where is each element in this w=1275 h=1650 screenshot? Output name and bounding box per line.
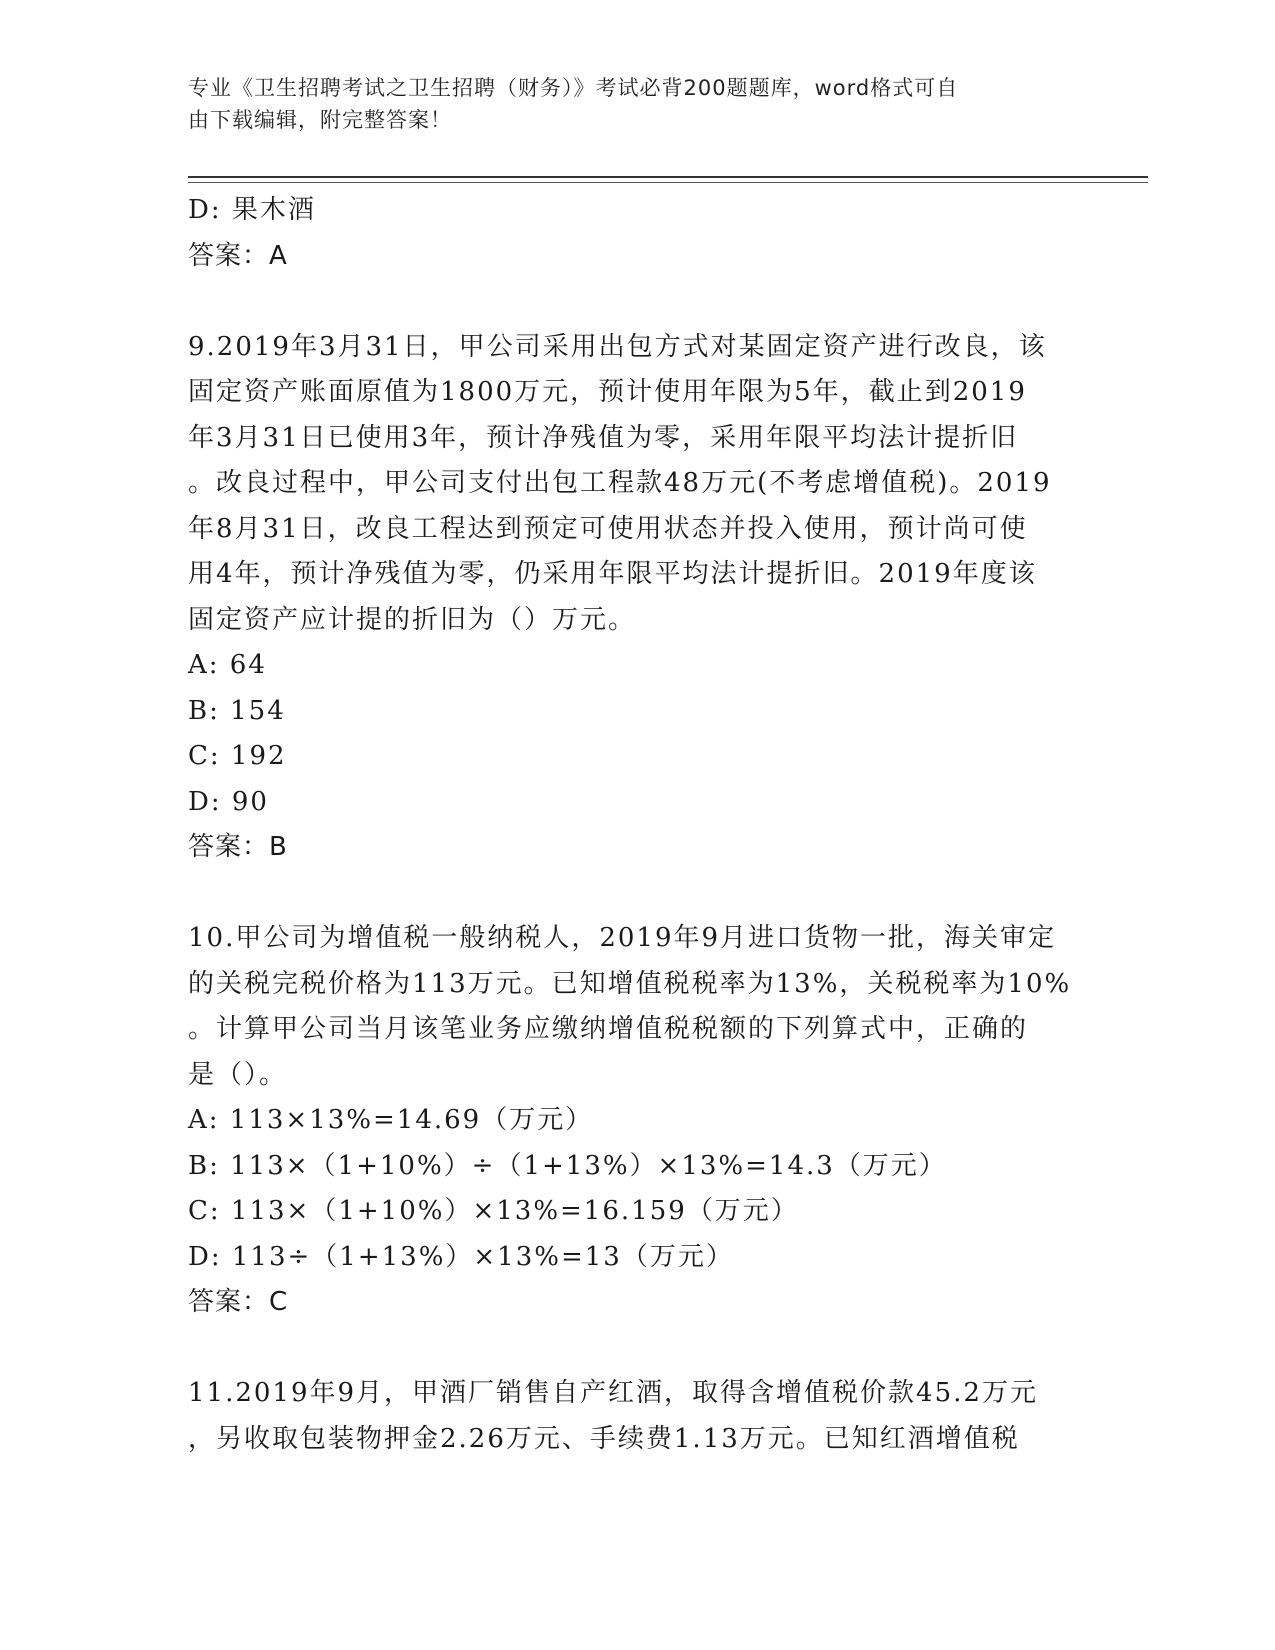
spacer bbox=[188, 1326, 1088, 1372]
question-11 bbox=[188, 1371, 1088, 1462]
question-text-line: 固定资产账面原值为1800万元，预计使用年限为5年，截止到2019 bbox=[188, 377, 1027, 407]
question-10 bbox=[188, 916, 1088, 1326]
option-a: A: 64 bbox=[188, 650, 267, 680]
option-b: B: 113×（1+10%）÷（1+13%）×13%=14.3（万元） bbox=[188, 1150, 947, 1181]
header-title-line-2: 由下载编辑，附完整答案！ bbox=[188, 108, 452, 132]
document-body bbox=[188, 188, 1088, 1462]
answer-line: 答案：A bbox=[188, 240, 288, 271]
option-c: C: 192 bbox=[188, 741, 287, 771]
question-text-line: 11.2019年9月，甲酒厂销售自产红酒，取得含增值税价款45.2万元 bbox=[188, 1378, 1038, 1408]
question-text-line: 10.甲公司为增值税一般纳税人，2019年9月进口货物一批，海关审定 bbox=[188, 923, 1057, 953]
option-b: B: 154 bbox=[188, 695, 286, 726]
question-text-line: 年3月31日已使用3年，预计净残值为零，采用年限平均法计提折旧 bbox=[188, 422, 1019, 453]
question-text-line: 。计算甲公司当月该笔业务应缴纳增值税税额的下列算式中，正确的 bbox=[188, 1014, 1029, 1044]
spacer bbox=[188, 871, 1088, 917]
option-c: C: 113×（1+10%）×13%=16.159（万元） bbox=[188, 1196, 799, 1226]
spacer bbox=[188, 279, 1088, 325]
option-d: D: 113÷（1+13%）×13%=13（万元） bbox=[188, 1241, 734, 1272]
option-d: D: 90 bbox=[188, 786, 269, 817]
question-text-line: 用4年，预计净残值为零，仍采用年限平均法计提折旧。2019年度该 bbox=[188, 559, 1037, 589]
question-text-line: 固定资产应计提的折旧为（）万元。 bbox=[188, 604, 637, 635]
header-divider-thin bbox=[188, 182, 1148, 183]
answer-line: 答案：C bbox=[188, 1287, 289, 1317]
question-text-line: 。改良过程中，甲公司支付出包工程款48万元(不考虑增值税)。2019 bbox=[188, 468, 1052, 498]
question-text-line: ，另收取包装物押金2.26万元、手续费1.13万元。已知红酒增值税 bbox=[188, 1423, 1020, 1454]
question-text-line: 的关税完税价格为113万元。已知增值税税率为13%，关税税率为10% bbox=[188, 968, 1072, 999]
question-text-line: 年8月31日，改良工程达到预定可使用状态并投入使用，预计尚可使 bbox=[188, 513, 1028, 544]
question-text-line: 是（）。 bbox=[188, 1059, 288, 1090]
question-9 bbox=[188, 325, 1088, 871]
document-header bbox=[188, 72, 1068, 136]
option-a: A: 113×13%=14.69（万元） bbox=[188, 1105, 594, 1135]
question-text-line: 9.2019年3月31日，甲公司采用出包方式对某固定资产进行改良，该 bbox=[188, 331, 1047, 362]
answer-line: 答案：B bbox=[188, 832, 288, 862]
header-divider bbox=[188, 176, 1148, 178]
header-title-line-1: 专业《卫生招聘考试之卫生招聘（财务）》考试必背200题题库，word格式可自 bbox=[188, 76, 959, 100]
option-d: D: 果木酒 bbox=[188, 195, 316, 225]
